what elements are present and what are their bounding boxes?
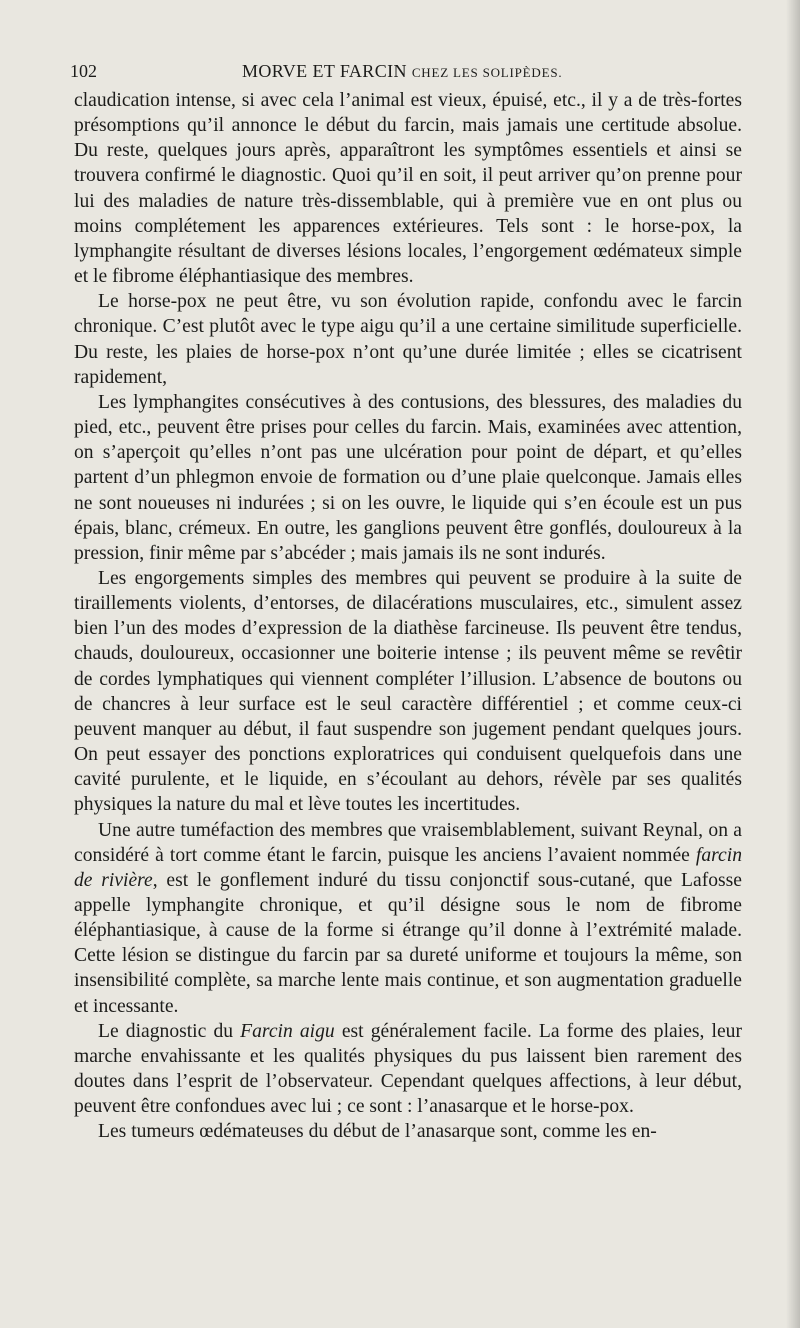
running-title (242, 58, 562, 86)
italic-term: Farcin aigu (240, 1020, 335, 1042)
paragraph-text: Une autre tuméfaction des membres que vraisemblablement, suivant Reynal, on a considéré à tort comme étant le farcin, puisque les anciens l’avaient nommée (74, 819, 742, 866)
paragraph: claudication intense, si avec cela l’animal est vieux, épuisé, etc., il y a de très-fortes présomptions qu’il annonce le début du farcin, mais jamais une certitude absolue. Du reste, quelques jours après, apparaîtront les symptômes essentiels et ainsi se trouvera confirmé le diagnostic. Quoi qu’il en soit, il peut arriver qu’on prenne pour lui des maladies de nature très-dissemblable, qui à première vue en ont plus ou moins complétement les apparences extérieures. Tels sont : le horse-pox, la lymphangite résultant de diverses lésions locales, l’engorgement œdémateux simple et le fibrome éléphantiasique des membres. (74, 90, 742, 288)
running-title-sub: CHEZ LES SOLIPÈDES. (411, 65, 563, 80)
italic-term: farcin de rivière (74, 844, 742, 891)
paragraph-text: est généralement facile. La forme des plaies, leur marche envahissante et les qualités physiques du pus laissent bien rarement des doutes dans l’esprit de l’observateur. Cependant quelques affections, à leur début, peuvent être confondues avec lui ; ce sont : l’anasarque et le horse-pox. (74, 1020, 742, 1118)
paragraph (74, 1019, 742, 1120)
running-head (70, 58, 740, 84)
paragraph: Les lymphangites consécutives à des contusions, des blessures, des maladies du pied, etc., peuvent être prises pour celles du farcin. Mais, examinées avec attention, on s’aperçoit qu’elles n’ont pas une ulcération pour point de départ, et qu’elles partent d’un phlegmon envoie de formation ou d’une plaie quelconque. Jamais elles ne sont noueuses ni indurées ; si on les ouvre, le liquide qui s’en écoule est un pus épais, blanc, crémeux. En outre, les ganglions peuvent être gonflés, douloureux à la pression, finir même par s’abcéder ; mais jamais ils ne sont indurés. (74, 391, 742, 564)
body-text (74, 88, 742, 1145)
running-title-main: MORVE ET FARCIN (242, 61, 407, 81)
paragraph (74, 818, 742, 1019)
paragraph: Le horse-pox ne peut être, vu son évolution rapide, confondu avec le farcin chronique. C’est plutôt avec le type aigu qu’il a une certaine similitude superficielle. Du reste, les plaies de horse-pox n’ont qu’une durée limitée ; elles se cicatrisent rapidement, (74, 291, 742, 388)
paragraph-text: , est le gonflement induré du tissu conjonctif sous-cutané, que Lafosse appelle lymphangite chronique, et qu’il désigne sous le nom de fibrome éléphantiasique, à cause de la forme si étrange qu’il donne à l’extrémité malade. Cette lésion se distingue du farcin par sa dureté uniforme et toujours la même, son insensibilité complète, sa marche lente mais continue, et son augmentation graduelle et incessante. (74, 869, 742, 1017)
page-number: 102 (70, 61, 97, 81)
paragraph-text: Le diagnostic du (98, 1020, 241, 1042)
paragraph: Les engorgements simples des membres qui peuvent se produire à la suite de tiraillements violents, d’entorses, de dilacérations musculaires, etc., simulent assez bien l’un des modes d’expression de la diathèse farcineuse. Ils peuvent être tendus, chauds, douloureux, occasionner une boiterie intense ; ils peuvent même se revêtir de cordes lymphatiques qui viennent compléter l’illusion. L’absence de boutons ou de chancres à leur surface est le seul caractère différentiel ; et comme ceux-ci peuvent manquer au début, il faut suspendre son jugement pendant quelques jours. On peut essayer des ponctions exploratrices qui conduisent quelquefois dans une cavité purulente, et le liquide, en s’écoulant au dehors, révèle par ses qualités physiques la nature du mal et lève toutes les incertitudes. (74, 567, 742, 816)
paragraph: Les tumeurs œdémateuses du début de l’anasarque sont, comme les en- (98, 1121, 657, 1143)
